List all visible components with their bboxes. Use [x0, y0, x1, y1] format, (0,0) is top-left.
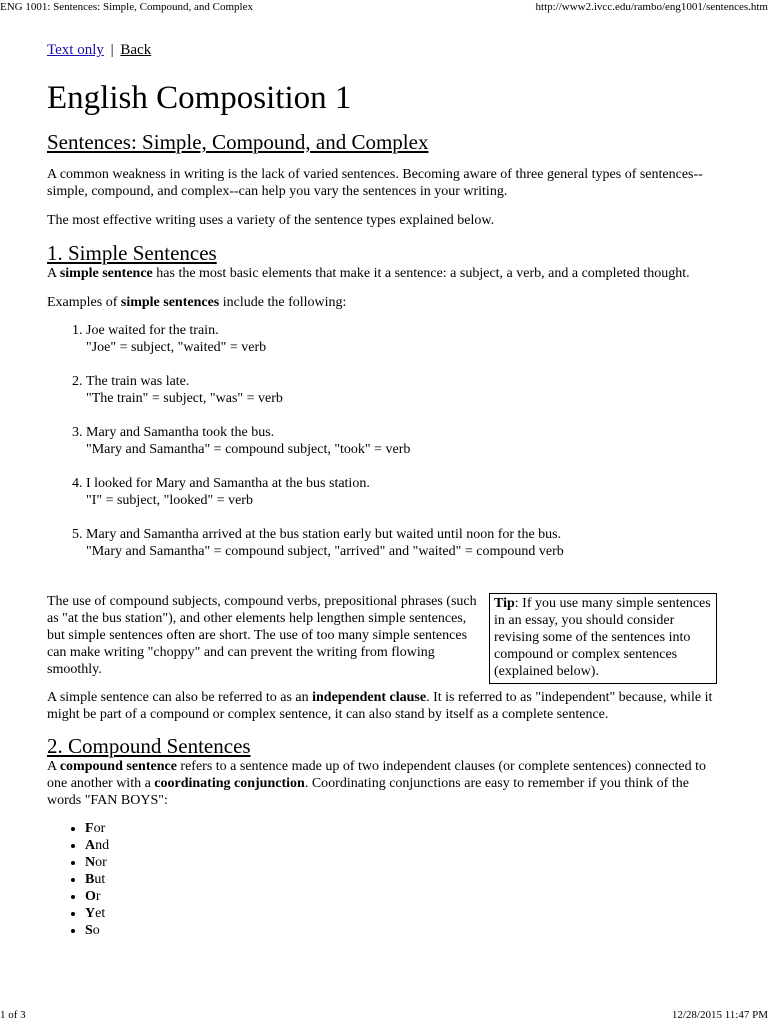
fanboys-initial: F: [85, 821, 94, 836]
example-analysis: "The train" = subject, "was" = verb: [86, 391, 283, 406]
page-content: [47, 40, 721, 939]
fanboys-initial: S: [85, 923, 93, 938]
compound-def-text-3: . Coordinating conjunctions are easy to remember if you think of the words "FAN BOYS":: [47, 776, 689, 808]
fanboys-rest: or: [93, 821, 106, 836]
simple-def-text-2: has the most basic elements that make it a sentence: a subject, a verb, and a completed thought.: [152, 266, 690, 281]
fanboys-initial: A: [85, 838, 96, 853]
page-subtitle: Sentences: Simple, Compound, and Complex: [47, 130, 429, 154]
example-sentence: The train was late.: [86, 374, 190, 389]
fanboys-list: [47, 820, 721, 939]
tip-box: [489, 593, 717, 684]
intro-paragraph-1: A common weakness in writing is the lack of varied sentences. Becoming aware of three general types of sentences--simple, compound, and complex--can help you vary the sentences in your writing.: [47, 167, 703, 199]
fanboys-rest: o: [92, 923, 100, 938]
text-only-link[interactable]: Text only: [47, 42, 104, 58]
list-item: [85, 837, 721, 854]
print-header-url: http://www2.ivcc.edu/rambo/eng1001/sentences.htm: [535, 1, 768, 13]
example-sentence: I looked for Mary and Samantha at the bus station.: [86, 476, 370, 491]
example-sentence: Mary and Samantha took the bus.: [86, 425, 275, 440]
section-heading-compound: 2. Compound Sentences: [47, 734, 251, 758]
tip-label: Tip: [494, 596, 515, 611]
simple-paragraph-independent-clause: [47, 689, 721, 723]
fanboys-rest: ut: [94, 872, 106, 887]
fanboys-initial: B: [85, 872, 95, 887]
examples-intro-text-1: Examples of: [47, 295, 121, 310]
simple-def-term: simple sentence: [59, 266, 153, 281]
print-footer: [0, 1008, 768, 1024]
list-item: [86, 424, 721, 458]
fanboys-rest: nd: [95, 838, 110, 853]
fanboys-rest: et: [95, 906, 106, 921]
print-timestamp: 12/28/2015 11:47 PM: [671, 1009, 768, 1021]
tip-section: [47, 593, 721, 723]
example-analysis: "Mary and Samantha" = compound subject, "took" = verb: [86, 442, 411, 457]
example-sentence: Mary and Samantha arrived at the bus station early but waited until noon for the bus.: [86, 527, 562, 542]
independent-text-2: . It is referred to as "independent" because, while it might be part of a compound or complex sentence, it can also stand by itself as a complete sentence.: [47, 690, 713, 722]
compound-def-term: compound sentence: [59, 759, 177, 774]
compound-def-text-2: refers to a sentence made up of two independent clauses (or complete sentences) connected to one another with a: [47, 759, 706, 791]
simple-def-text-1: A: [47, 266, 60, 281]
fanboys-initial: N: [85, 855, 96, 870]
list-item: [85, 905, 721, 922]
simple-paragraph-length: The use of compound subjects, compound verbs, prepositional phrases (such as "at the bus station"), and other elements help lengthen simple sentences, but simple sentences often are short. The use of too many simple sentences can make writing "choppy" and can prevent the writing from flowing smoothly.: [47, 594, 477, 677]
list-item: [86, 373, 721, 407]
simple-examples-list: [47, 322, 721, 560]
simple-definition: [47, 265, 721, 282]
independent-text-1: A simple sentence can also be referred to as an: [47, 690, 313, 705]
example-analysis: "Joe" = subject, "waited" = verb: [86, 340, 267, 355]
fanboys-initial: O: [85, 889, 96, 904]
list-item: [85, 922, 721, 939]
coordinating-conjunction-term: coordinating conjunction: [154, 776, 305, 791]
compound-definition: [47, 758, 721, 809]
section-heading-simple: 1. Simple Sentences: [47, 241, 217, 265]
list-item: [86, 475, 721, 509]
example-analysis: "I" = subject, "looked" = verb: [86, 493, 253, 508]
examples-intro-text-2: include the following:: [219, 295, 347, 310]
fanboys-rest: or: [95, 855, 107, 870]
fanboys-rest: r: [95, 889, 101, 904]
examples-intro-term: simple sentences: [120, 295, 220, 310]
page-count: 1 of 3: [0, 1009, 26, 1021]
list-item: [85, 888, 721, 905]
nav-separator: |: [110, 42, 114, 58]
intro-paragraph-2: The most effective writing uses a variety of the sentence types explained below.: [47, 213, 495, 228]
page-title: English Composition 1: [47, 80, 352, 116]
list-item: [85, 871, 721, 888]
fanboys-initial: Y: [85, 906, 96, 921]
top-nav: [47, 40, 721, 60]
independent-term: independent clause: [312, 690, 427, 705]
list-item: [85, 820, 721, 837]
tip-text: : If you use many simple sentences in an essay, you should consider revising some of the sentences into compound or complex sentences (explained below).: [494, 596, 711, 679]
list-item: [85, 854, 721, 871]
compound-def-text-1: A: [47, 759, 60, 774]
print-header: [0, 0, 768, 16]
examples-intro: [47, 294, 721, 311]
list-item: [86, 322, 721, 356]
list-item: [86, 526, 721, 560]
back-link[interactable]: Back: [120, 42, 152, 58]
example-analysis: "Mary and Samantha" = compound subject, "arrived" and "waited" = compound verb: [86, 544, 564, 559]
example-sentence: Joe waited for the train.: [86, 323, 219, 338]
print-header-title: ENG 1001: Sentences: Simple, Compound, and Complex: [0, 1, 253, 13]
